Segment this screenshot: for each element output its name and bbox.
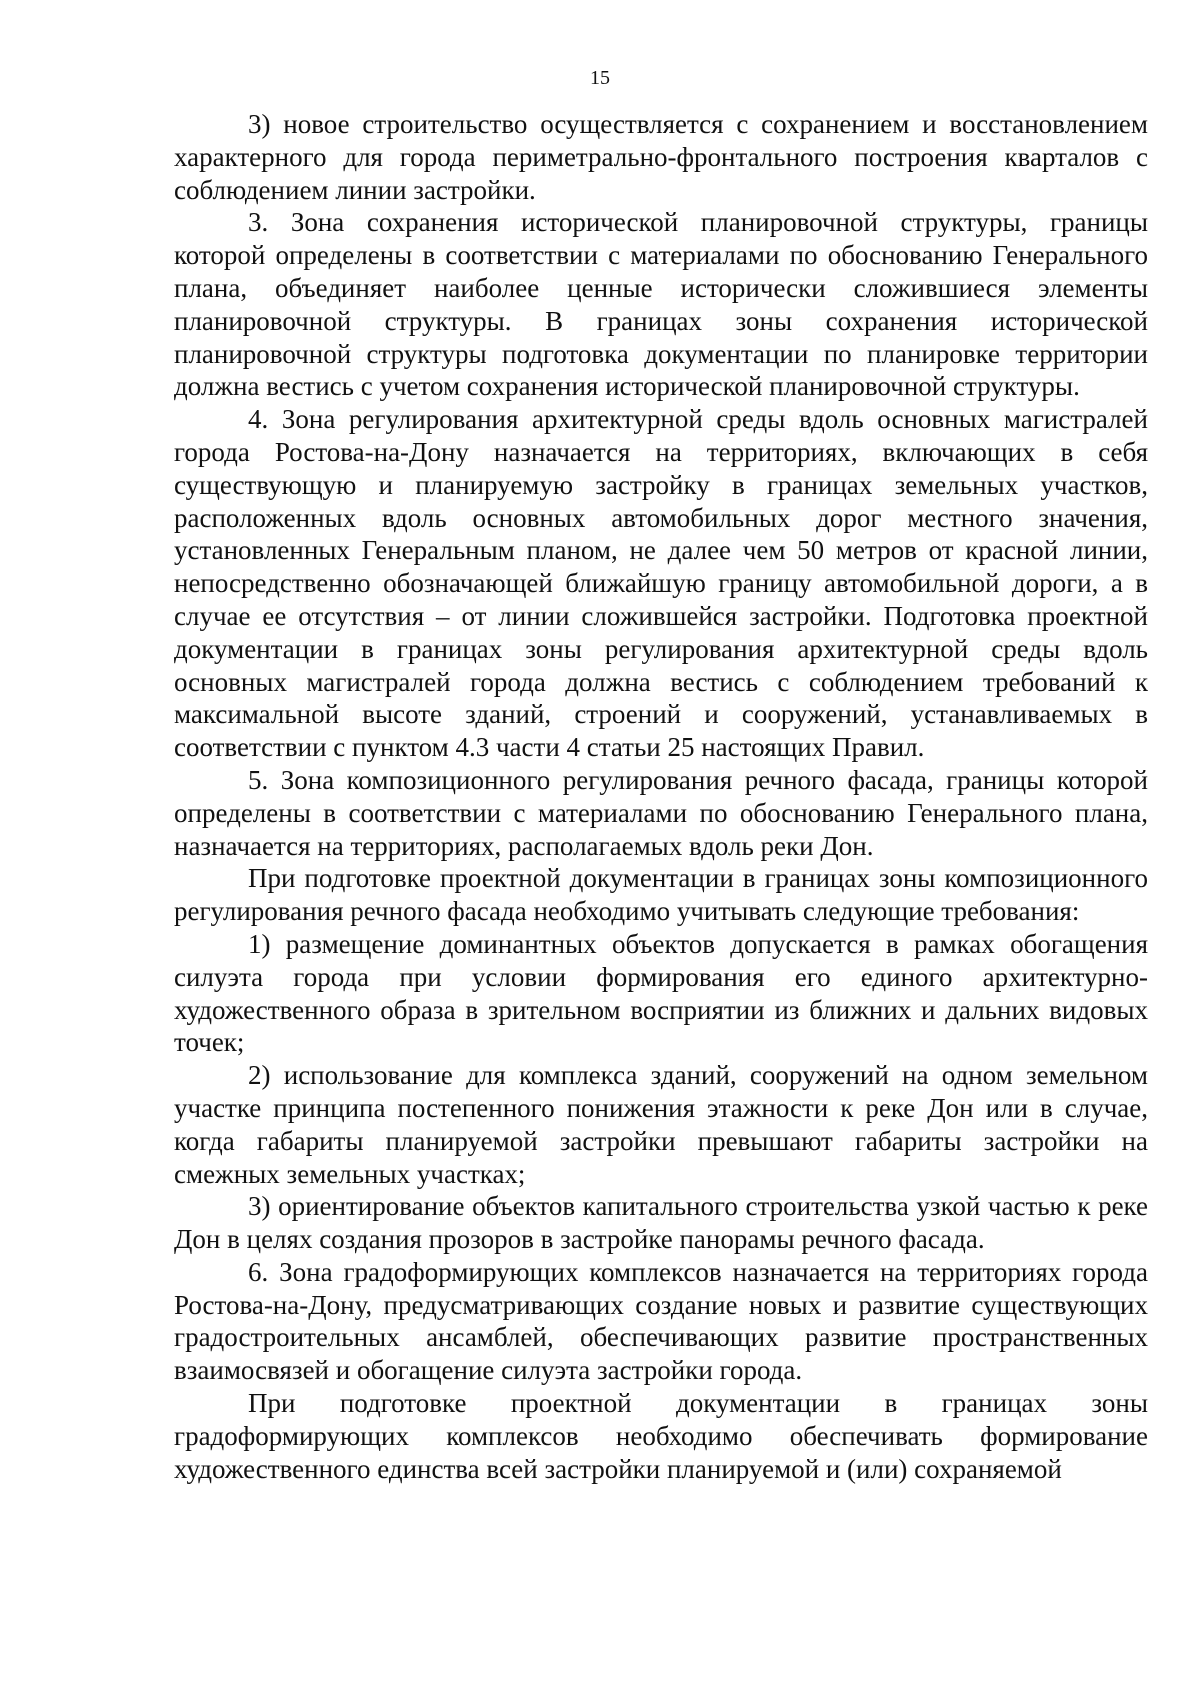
paragraph: 1) размещение доминантных объектов допускается в рамках обогащения силуэта города при условии формирования его единого архитектурно-художественного образа в зрительном восприятии из ближних и дальних видовых точек; [174, 928, 1148, 1058]
page-number: 15 [590, 67, 610, 89]
document-body [174, 108, 1148, 1485]
paragraph: 3) новое строительство осуществляется с сохранением и восстановлением характерного для города периметрально-фронтального построения кварталов с соблюдением линии застройки. [174, 109, 1148, 205]
paragraph: 3. Зона сохранения исторической планировочной структуры, границы которой определены в соответствии с материалами по обоснованию Генерального плана, объединяет наиболее ценные исторически сложившиеся элементы планировочной структуры. В границах зоны сохранения исторической планировочной структуры подготовка документации по планировке территории должна вестись с учетом сохранения исторической планировочной структуры. [174, 207, 1148, 402]
paragraph: 3) ориентирование объектов капитального строительства узкой частью к реке Дон в целях создания прозоров в застройке панорамы речного фасада. [174, 1191, 1148, 1255]
paragraph: При подготовке проектной документации в границах зоны градоформирующих комплексов необходимо обеспечивать формирование художественного единства всей застройки планируемой и (или) сохраняемой [174, 1388, 1148, 1484]
paragraph: При подготовке проектной документации в границах зоны композиционного регулирования речного фасада необходимо учитывать следующие требования: [174, 863, 1148, 927]
paragraph: 5. Зона композиционного регулирования речного фасада, границы которой определены в соответствии с материалами по обоснованию Генерального плана, назначается на территориях, располагаемых вдоль реки Дон. [174, 764, 1148, 861]
paragraph: 2) использование для комплекса зданий, сооружений на одном земельном участке принципа постепенного понижения этажности к реке Дон или в случае, когда габариты планируемой застройки превышают габариты застройки на смежных земельных участках; [174, 1060, 1148, 1189]
paragraph: 6. Зона градоформирующих комплексов назначается на территориях города Ростова-на-Дону, предусматривающих создание новых и развитие существующих градостроительных ансамблей, обеспечивающих развитие пространственных взаимосвязей и обогащение силуэта застройки города. [174, 1256, 1148, 1386]
paragraph: 4. Зона регулирования архитектурной среды вдоль основных магистралей города Ростова-на-Дону назначается на территориях, включающих в себя существующую и планируемую застройку в границах земельных участков, расположенных вдоль основных автомобильных дорог местного значения, установленных Генеральным планом, не далее чем 50 метров от красной линии, непосредственно обозначающей ближайшую границу автомобильной дороги, а в случае ее отсутствия – от линии сложившейся застройки. Подготовка проектной документации в границах зоны регулирования архитектурной среды вдоль основных магистралей города должна вестись с соблюдением требований к максимальной высоте зданий, строений и сооружений, устанавливаемых в соответствии с пунктом 4.3 части 4 статьи 25 настоящих Правил. [174, 404, 1148, 763]
